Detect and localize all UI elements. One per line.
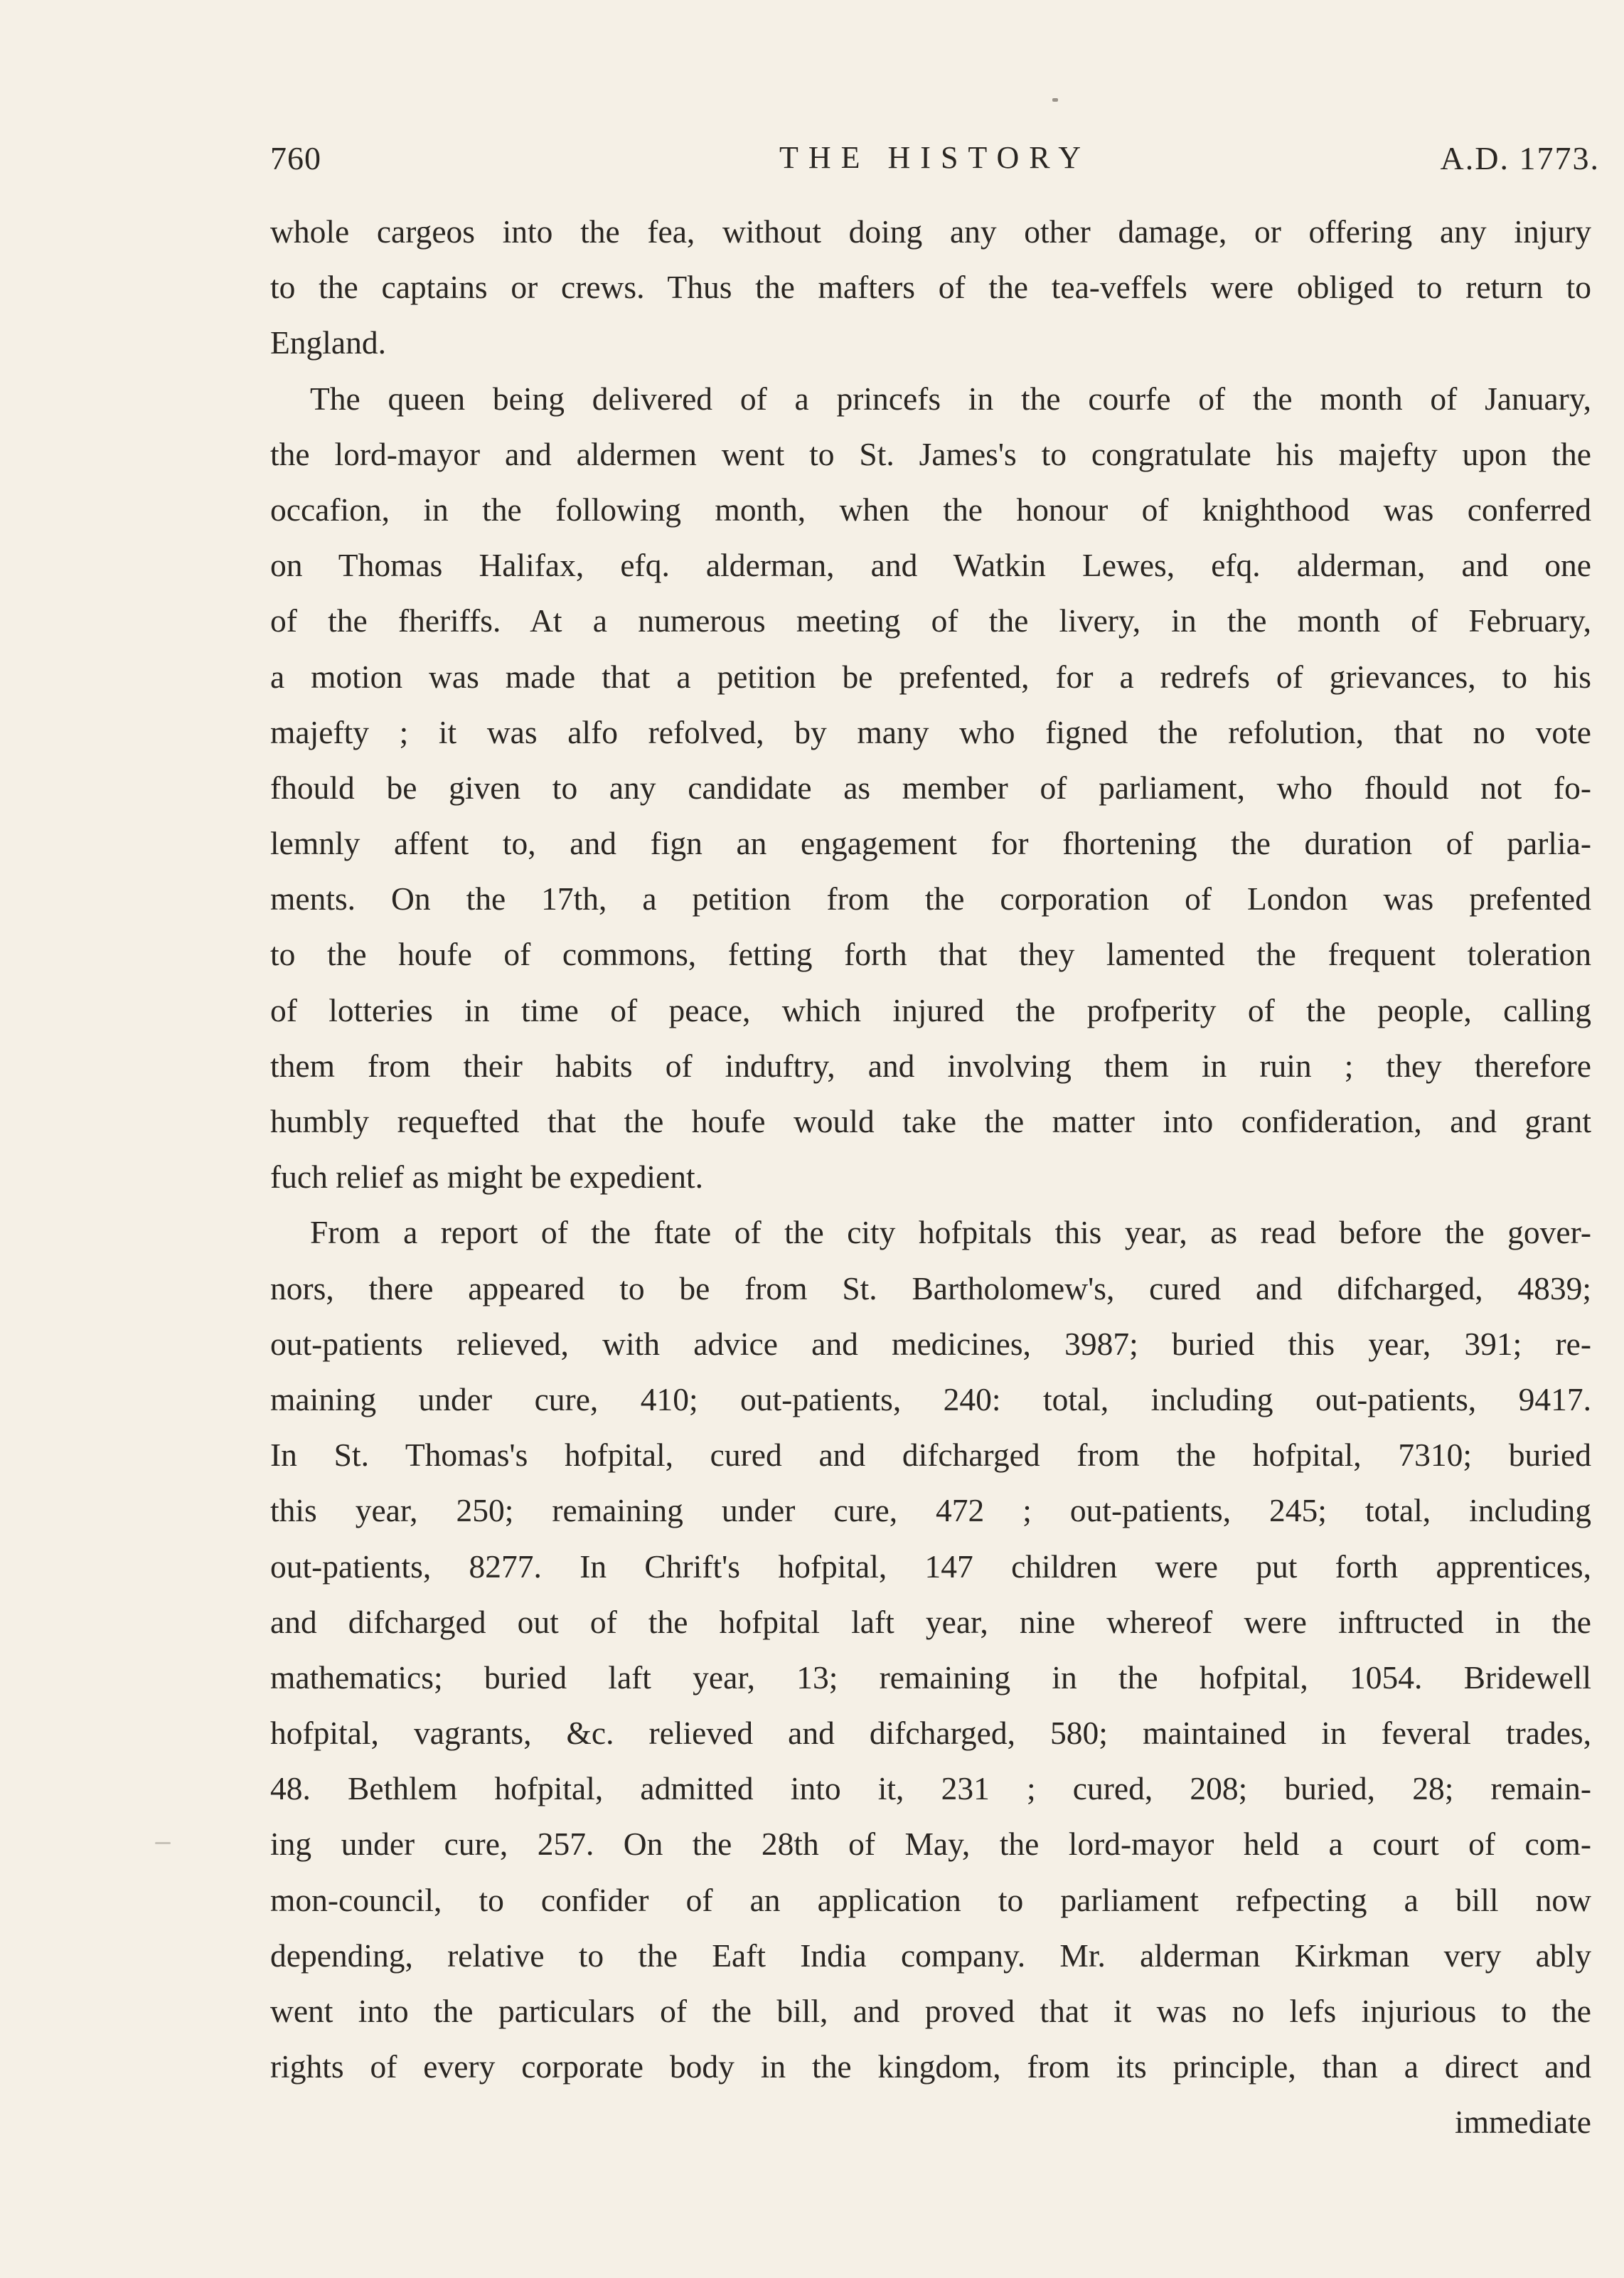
text-line: nors, there appeared to be from St. Bartholomew's, cured and difcharged, 4839; [270, 1270, 1591, 1306]
body-text [270, 204, 1591, 2151]
text-line: rights of every corporate body in the kingdom, from its principle, than a direct and [270, 2048, 1591, 2085]
text-line: to the houfe of commons, fetting forth that they lamented the frequent toleration [270, 936, 1591, 973]
year-marker: A.D. 1773. [1440, 140, 1600, 176]
text-line: The queen being delivered of a princefs in the courfe of the month of January, [310, 380, 1591, 417]
text-line: to the captains or crews. Thus the mafters of the tea-veffels were obliged to return to [270, 269, 1591, 306]
text-line: of lotteries in time of peace, which injured the profperity of the people, calling [270, 991, 1591, 1028]
text-line: hofpital, vagrants, &c. relieved and difcharged, 580; maintained in feveral trades, [270, 1715, 1591, 1752]
text-line: In St. Thomas's hofpital, cured and difcharged from the hofpital, 7310; buried [270, 1437, 1591, 1474]
running-title: THE HISTORY [779, 140, 1091, 175]
text-line: fhould be given to any candidate as member of parliament, who fhould not fo- [270, 769, 1591, 806]
text-line: majefty ; it was alfo refolved, by many who figned the refolution, that no vote [270, 713, 1591, 750]
text-line: a motion was made that a petition be prefented, for a redrefs of grievances, to his [270, 658, 1591, 695]
text-line: ments. On the 17th, a petition from the corporation of London was prefented [270, 880, 1591, 917]
text-line: out-patients, 8277. In Chrift's hofpital, 147 children were put forth apprentices, [270, 1548, 1591, 1585]
text-line: on Thomas Halifax, efq. alderman, and Watkin Lewes, efq. alderman, and one [270, 547, 1591, 584]
paper-speck [155, 1842, 171, 1844]
text-line: went into the particulars of the bill, and proved that it was no lefs injurious to the [270, 1993, 1591, 2029]
text-line: this year, 250; remaining under cure, 472 ; out-patients, 245; total, including [270, 1492, 1591, 1529]
text-line: lemnly affent to, and fign an engagement for fhortening the duration of parlia- [270, 825, 1591, 862]
text-line: out-patients relieved, with advice and medicines, 3987; buried this year, 391; re- [270, 1325, 1591, 1362]
page-number: 760 [270, 140, 321, 176]
text-line: maining under cure, 410; out-patients, 240: total, including out-patients, 9417. [270, 1380, 1591, 1417]
page-header [270, 139, 1600, 189]
text-line: mon-council, to confider of an application to parliament refpecting a bill now [270, 1881, 1591, 1918]
text-line: of the fheriffs. At a numerous meeting of the livery, in the month of February, [270, 602, 1591, 639]
text-line: them from their habits of induftry, and involving them in ruin ; they therefore [270, 1047, 1591, 1084]
text-line: mathematics; buried laft year, 13; remaining in the hofpital, 1054. Bridewell [270, 1659, 1591, 1696]
text-line: and difcharged out of the hofpital laft year, nine whereof were inftructed in the [270, 1603, 1591, 1640]
text-line: occafion, in the following month, when the honour of knighthood was conferred [270, 491, 1591, 528]
text-line: fuch relief as might be expedient. [270, 1159, 703, 1196]
paper-speck [1052, 98, 1058, 102]
text-line: ing under cure, 257. On the 28th of May, the lord-mayor held a court of com- [270, 1826, 1591, 1863]
text-line: depending, relative to the Eaft India company. Mr. alderman Kirkman very ably [270, 1937, 1591, 1974]
text-line: From a report of the ftate of the city hofpitals this year, as read before the gover- [310, 1214, 1591, 1251]
text-line: the lord-mayor and aldermen went to St. James's to congratulate his majefty upon the [270, 435, 1591, 472]
text-line: 48. Bethlem hofpital, admitted into it, 231 ; cured, 208; buried, 28; remain- [270, 1770, 1591, 1807]
catchword: immediate [1454, 2104, 1591, 2141]
text-line: whole cargeos into the fea, without doing any other damage, or offering any injury [270, 213, 1591, 250]
text-line: England. [270, 324, 387, 361]
text-line: humbly requefted that the houfe would take the matter into confideration, and grant [270, 1103, 1591, 1139]
